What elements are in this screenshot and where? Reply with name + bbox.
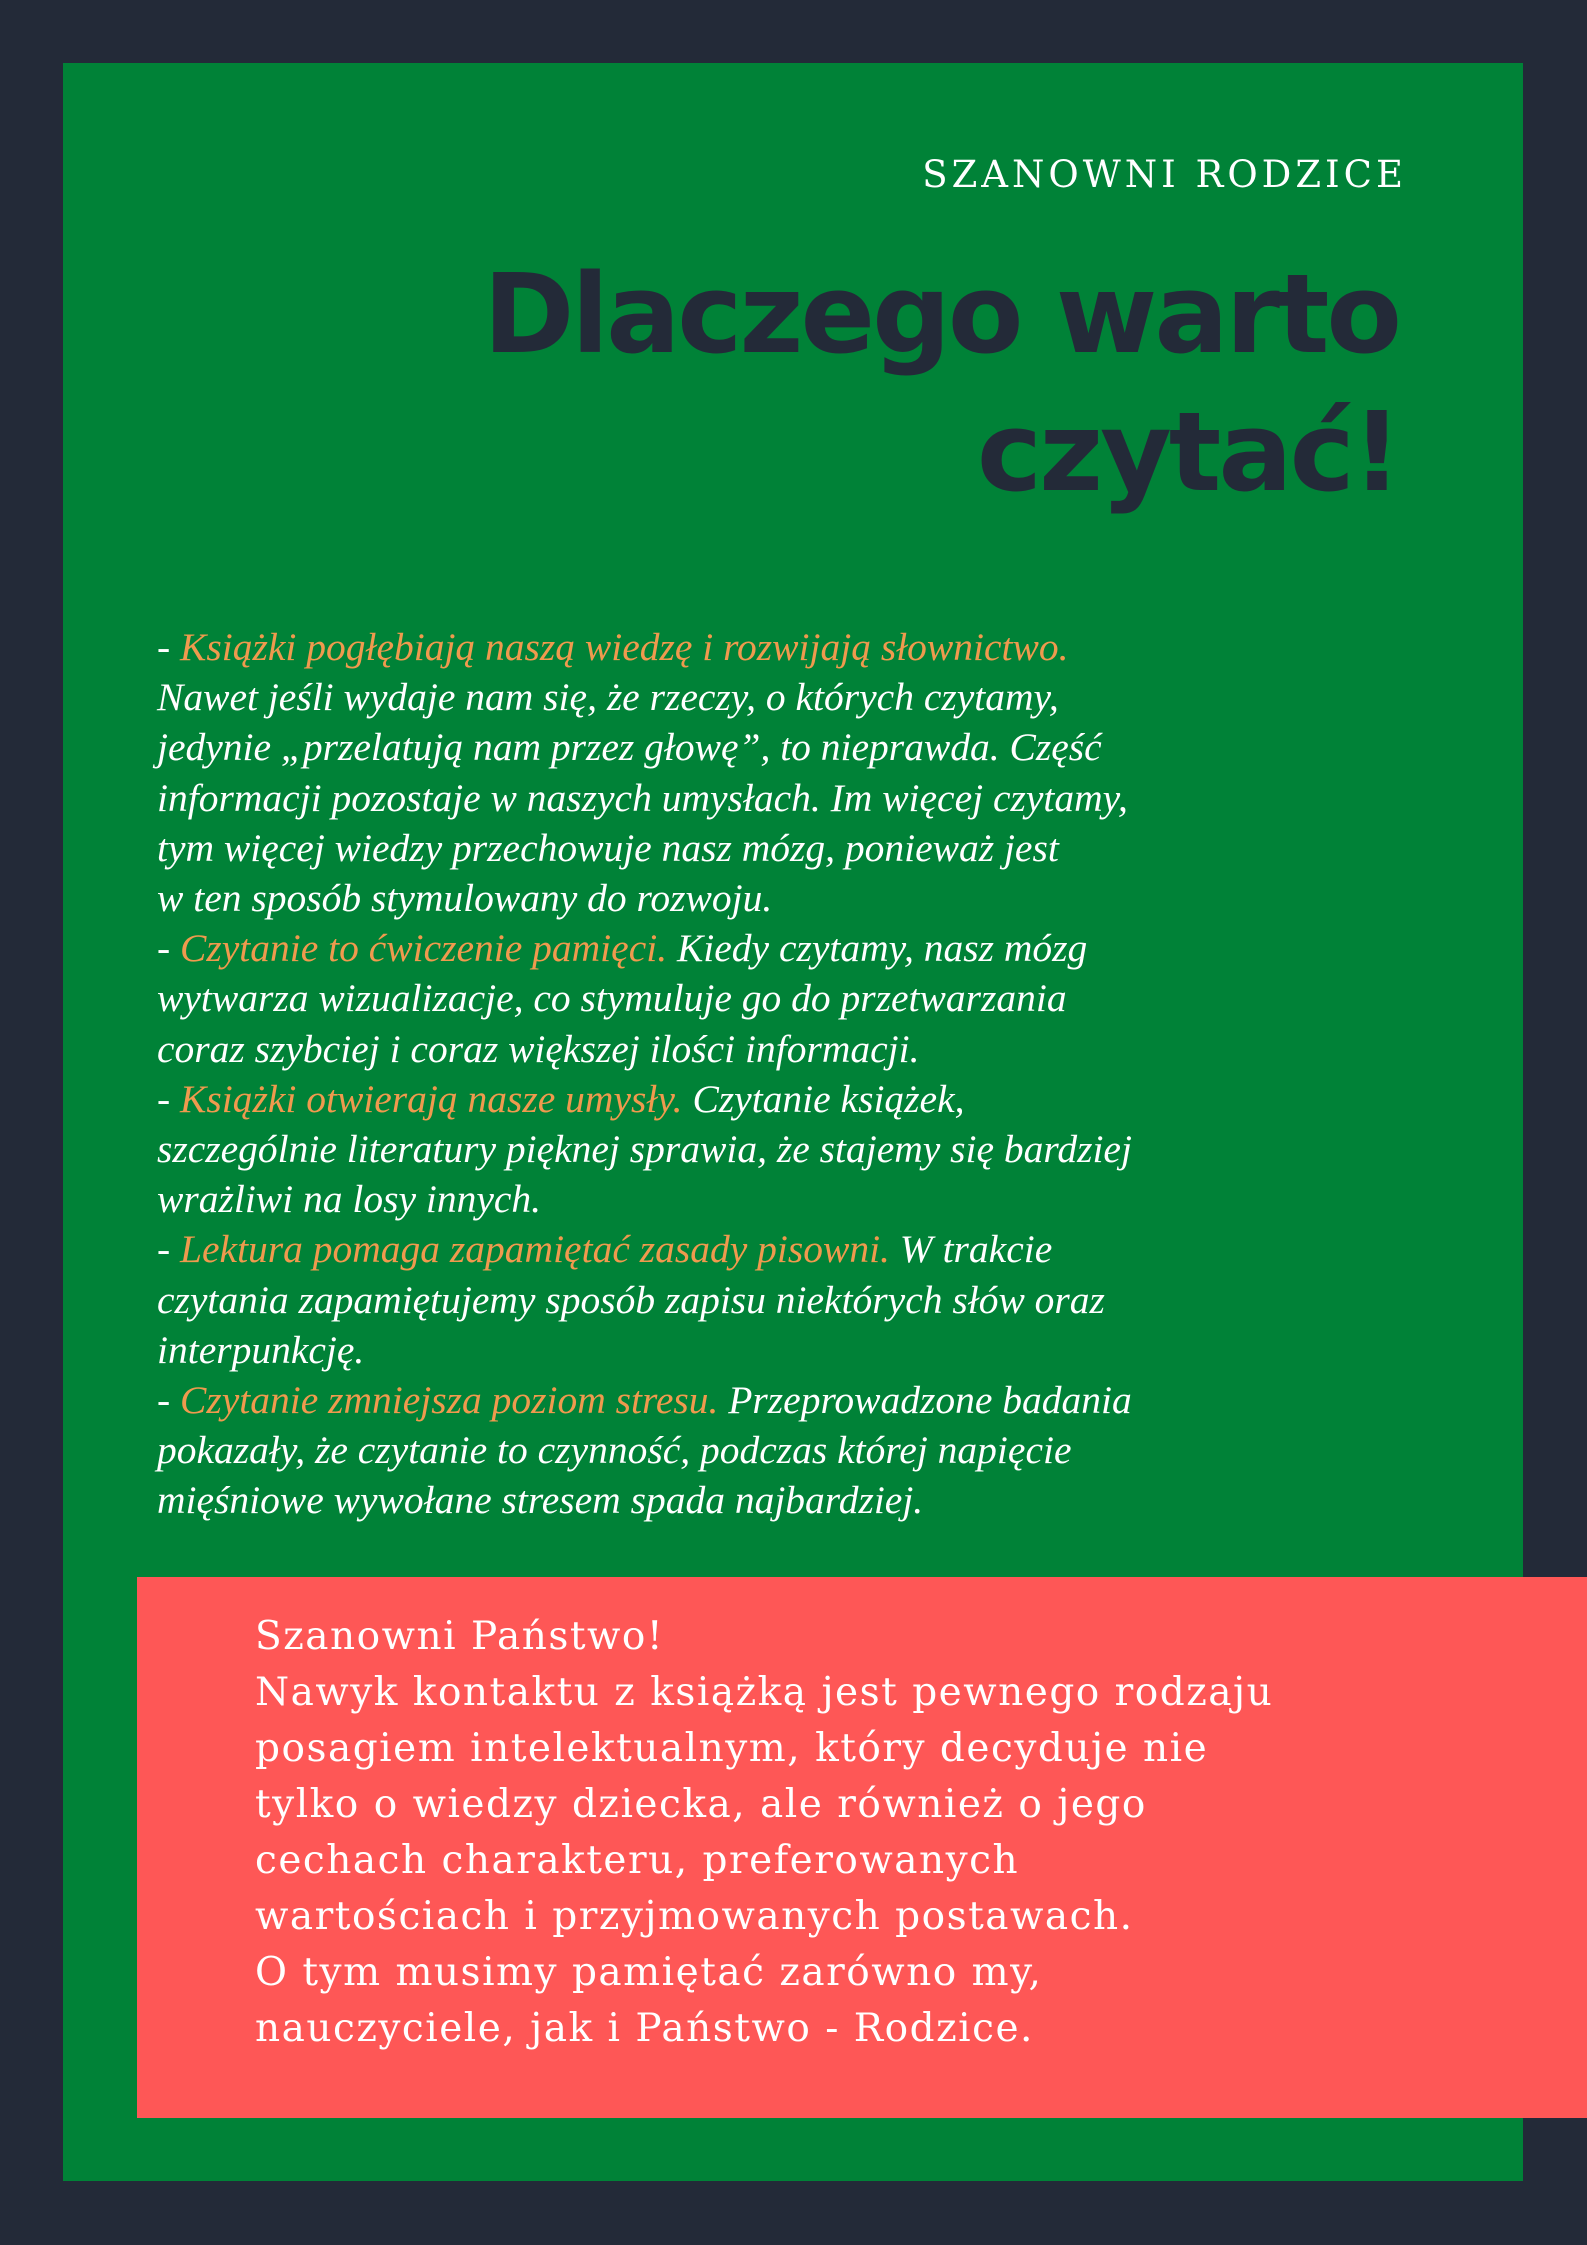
reason-text: Przeprowadzone badania [718,1378,1132,1423]
reason-text-line: jedynie „przelatują nam przez głowę”, to nieprawda. Część [157,725,1102,770]
reason-text-line: szczególnie literatury pięknej sprawia, że stajemy się bardziej [157,1127,1132,1172]
reason-headline: Książki otwierają nasze umysły. [180,1076,683,1121]
reason-headline: Czytanie to ćwiczenie pamięci. [180,926,668,971]
title-line-2: czytać! [976,388,1399,516]
reason-text-line: coraz szybciej i coraz większej ilości informacji. [157,1026,920,1071]
note-text [255,1609,1505,2057]
page-title [483,245,1399,521]
reason-dash: - [157,1378,181,1423]
note-box [137,1577,1587,2118]
title-line-1: Dlaczego warto [483,250,1399,378]
reason-text-line: pokazały, że czytanie to czynność, podczas której napięcie [157,1428,1072,1473]
reason-headline: Książki pogłębiają naszą wiedzę i rozwijają słownictwo. [180,625,1069,669]
reason-dash: - [157,926,181,971]
note-line: tylko o wiedzy dziecka, ale również o jego [255,1782,1147,1827]
subtitle: SZANOWNI RODZICE [922,153,1407,196]
reason-text-line: informacji pozostaje w naszych umysłach. Im więcej czytamy, [157,775,1128,820]
reason-text: Kiedy czytamy, nasz mózg [667,926,1088,971]
reason-text: W trakcie [889,1227,1053,1272]
reason-item [157,1074,1437,1225]
reason-text-line: tym więcej wiedzy przechowuje nasz mózg, ponieważ jest [157,825,1059,870]
reason-text-line: czytania zapamiętujemy sposób zapisu niektórych słów oraz [157,1277,1105,1322]
note-line: O tym musimy pamiętać zarówno my, [255,1950,1043,1995]
note-line: posagiem intelektualnym, który decyduje nie [255,1726,1209,1771]
reason-item [157,1224,1437,1375]
note-line: Szanowni Państwo! [255,1614,665,1659]
note-line: nauczyciele, jak i Państwo - Rodzice. [255,2006,1034,2051]
reason-item [157,622,1437,923]
reason-headline: Czytanie zmniejsza poziom stresu. [180,1378,719,1423]
reason-text-line: wrażliwi na losy innych. [157,1177,542,1222]
reason-item [157,923,1437,1074]
reasons-list [157,622,1437,1526]
note-line: wartościach i przyjmowanych postawach. [255,1894,1134,1939]
note-line: Nawyk kontaktu z książką jest pewnego rodzaju [255,1670,1274,1715]
reason-item [157,1375,1437,1526]
reason-text-line: Nawet jeśli wydaje nam się, że rzeczy, o których czytamy, [157,675,1059,720]
reason-dash: - [157,1227,181,1272]
reason-text-line: w ten sposób stymulowany do rozwoju. [157,876,773,921]
reason-text-line: mięśniowe wywołane stresem spada najbardziej. [157,1478,924,1523]
reason-text-line: wytwarza wizualizacje, co stymuluje go do przetwarzania [157,976,1067,1021]
reason-dash: - [157,625,181,669]
reason-text-line: interpunkcję. [157,1327,365,1372]
reason-dash: - [157,1076,181,1121]
note-line: cechach charakteru, preferowanych [255,1838,1020,1883]
reason-headline: Lektura pomaga zapamiętać zasady pisowni. [180,1227,890,1272]
reason-text: Czytanie książek, [682,1076,965,1121]
